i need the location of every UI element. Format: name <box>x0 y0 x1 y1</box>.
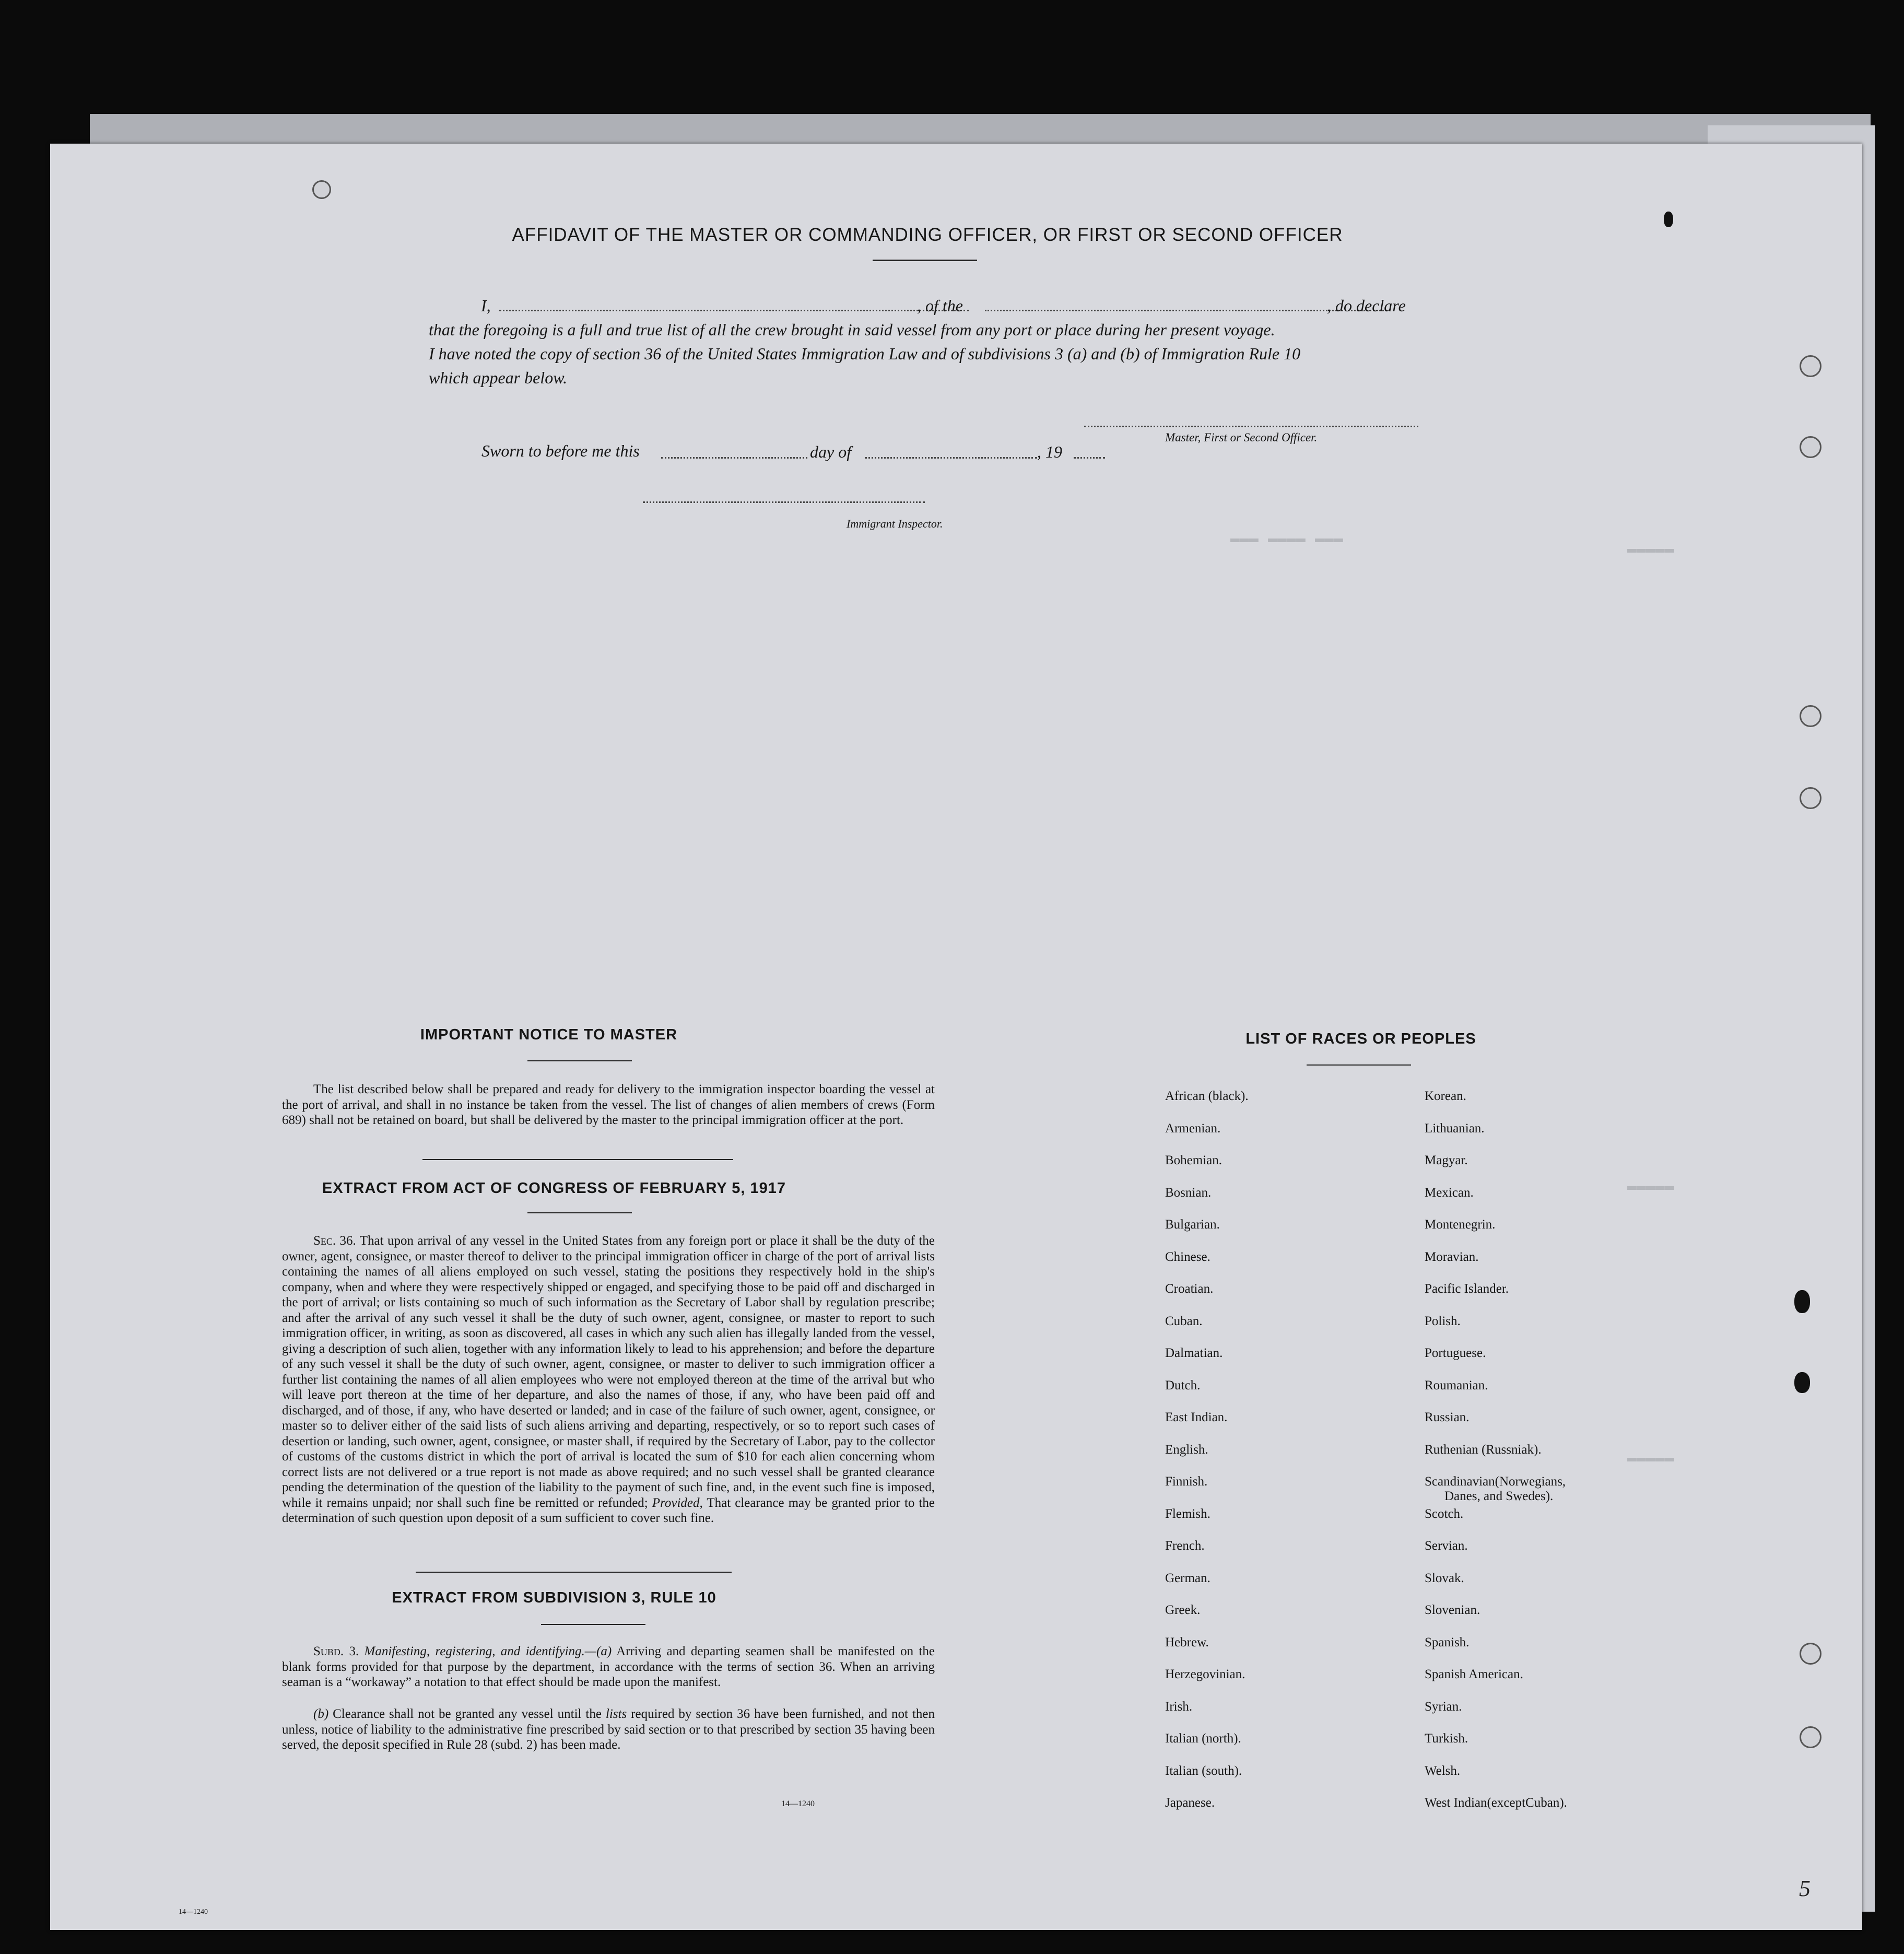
signature-blank-line[interactable] <box>1084 426 1418 427</box>
race-item: Polish. <box>1425 1314 1461 1328</box>
bleed-through-mark: ▬▬▬▬▬ <box>1627 541 1675 558</box>
race-item: Irish. <box>1165 1699 1193 1714</box>
race-item: Portuguese. <box>1425 1346 1486 1360</box>
rule-divider <box>541 1624 645 1625</box>
ink-blot <box>1794 1290 1810 1313</box>
affidavit-i-label: I, <box>481 296 491 315</box>
act-text: That upon arrival of any vessel in the United States from any foreign port or place it shall be the duty of the owner, agent, consignee, or master thereof to deliver to the principal immigration officer in charge of the port of arrival lists containing the names of all aliens employed on such vessel, stating the positions they respectively hold in the ship's company, when and where they were respectively shipped or engaged, and specifying those to be paid off and discharged in the port of arrival; or lists containing so much of such information as the Secretary of Labor shall by regulation prescribe; and after the arrival of any such vessel it shall be the duty of such owner, agent, consignee, or master to report to such immigration officer, in writing, as soon as discovered, all cases in which any such alien has illegally landed from the vessel, giving a description of such alien, together with any information likely to lead to his apprehension; and before the departure of any such vessel it shall be the duty of such owner, agent, consignee, or master to deliver to such immigration officer a further list containing the names of all alien employees who were not employed thereon at the time of the arrival but who will leave port thereon at the time of her departure, and also the names of those, if any, who have been paid off and discharged, and of those, if any, who have deserted or landed; and in case of the failure of such owner, agent, consignee, or master so to deliver either of the said lists of such aliens arriving and departing, respectively, or so to report such cases of desertion or landing, such owner, agent, consignee, or master shall, if required by the Secretary of Labor, pay to the collector of customs of the customs district in which the port of arrival is located the sum of $10 for each alien concerning whom correct lists are not delivered or a true report is not made as above required; and no such vessel shall be granted clearance pending the determination of the question of the liability to the payment of such fine, and, in the event such fine is imposed, while it remains unpaid; nor shall such fine be remitted or refunded; <box>282 1234 935 1510</box>
race-item: Spanish American. <box>1425 1667 1523 1681</box>
race-item: Russian. <box>1425 1410 1470 1424</box>
affidavit-of-the-label: , of the <box>917 296 963 315</box>
race-item: Cuban. <box>1165 1314 1203 1328</box>
signature-caption: Master, First or Second Officer. <box>1165 431 1318 444</box>
rule-a-paragraph <box>282 1644 935 1690</box>
race-item: Japanese. <box>1165 1796 1215 1810</box>
affidavit-statement-line: I have noted the copy of section 36 of the United States Immigration Law and of subdivisions 3 (a) and (b) of Immigration Rule 10 <box>429 344 1301 363</box>
binder-hole <box>1800 355 1821 377</box>
race-item: Dalmatian. <box>1165 1346 1223 1360</box>
section-divider <box>416 1572 732 1573</box>
a-label: —(a) <box>584 1644 612 1658</box>
race-item: Finnish. <box>1165 1475 1208 1489</box>
section-divider <box>422 1159 733 1160</box>
race-item: Scotch. <box>1425 1506 1464 1521</box>
a-text: Arriving and departing seamen shall be manifested on the blank forms provided for that purpose by the department, in accordance with the terms of section 36. When an arriving seaman is a “workaway” a notation to that effect should be made upon the manifest. <box>282 1644 935 1689</box>
race-item: Syrian. <box>1425 1699 1462 1714</box>
affidavit-title: AFFIDAVIT OF THE MASTER OR COMMANDING OFFICER, OR FIRST OR SECOND OFFICER <box>512 225 1343 245</box>
race-item: Italian (north). <box>1165 1731 1241 1746</box>
ink-blot <box>1794 1372 1810 1393</box>
race-item: Lithuanian. <box>1425 1121 1485 1136</box>
race-item: Servian. <box>1425 1539 1468 1553</box>
bleed-through-mark: ▬▬▬▬▬ <box>1627 1449 1675 1467</box>
race-item: Italian (south). <box>1165 1763 1242 1778</box>
race-item: German. <box>1165 1571 1210 1585</box>
race-item: Chinese. <box>1165 1249 1210 1264</box>
year-prefix-label: , 19 <box>1037 442 1062 461</box>
binder-hole <box>1800 705 1821 727</box>
binder-hole <box>1800 1643 1821 1665</box>
b-text-2: required by section 36 have been furnished, and not then unless, notice of liability to the administrative fine prescribed by said section or to that prescribed by section 35 having been served, the deposit specified in Rule 28 (subd. 2) has been made. <box>282 1707 935 1752</box>
race-item: Herzegovinian. <box>1165 1667 1245 1681</box>
ink-blot <box>1664 212 1673 227</box>
race-item: Armenian. <box>1165 1121 1221 1136</box>
race-item: Magyar. <box>1425 1153 1468 1167</box>
b-text-1: Clearance shall not be granted any vessel until the <box>333 1707 602 1721</box>
bleed-through-mark: ▬▬▬ ▬▬▬▬ ▬▬▬ <box>1230 530 1344 548</box>
race-item: Mexican. <box>1425 1185 1474 1200</box>
day-of-label: day of <box>810 442 852 461</box>
notice-text: The list described below shall be prepared and ready for delivery to the immigration inspector boarding the vessel at the port of arrival, and shall in no instance be taken from the vessel. The list of changes of alien members of crews (Form 689) shall not be retained on board, but shall be delivered by the master to the principal immigration officer at the port. <box>282 1082 935 1127</box>
races-heading: LIST OF RACES OR PEOPLES <box>1245 1031 1476 1047</box>
binder-hole <box>1800 436 1821 458</box>
race-item: French. <box>1165 1539 1205 1553</box>
race-item: Greek. <box>1165 1603 1201 1617</box>
race-item: Slovak. <box>1425 1571 1464 1585</box>
race-item: Danes, and Swedes). <box>1444 1489 1554 1503</box>
race-item: English. <box>1165 1442 1208 1457</box>
race-item: Bosnian. <box>1165 1185 1212 1200</box>
inspector-caption: Immigrant Inspector. <box>847 517 943 530</box>
document-page <box>50 144 1862 1930</box>
race-item: Welsh. <box>1425 1763 1461 1778</box>
act-extract-heading: EXTRACT FROM ACT OF CONGRESS OF FEBRUARY 5, 1917 <box>322 1180 786 1197</box>
race-item: Flemish. <box>1165 1506 1210 1521</box>
affidavit-declare-label: , do declare <box>1327 296 1406 315</box>
binder-hole <box>1800 1726 1821 1748</box>
title-divider <box>873 260 977 261</box>
act-tail: That clearance may be granted prior to the determination of such question upon deposit of a sum sufficient to cover such fine. <box>282 1495 935 1525</box>
race-item: Moravian. <box>1425 1249 1479 1264</box>
race-item: Turkish. <box>1425 1731 1468 1746</box>
race-item: Bulgarian. <box>1165 1218 1220 1232</box>
act-divider <box>527 1212 632 1213</box>
race-item: West Indian(exceptCuban). <box>1425 1796 1567 1810</box>
sworn-day-blank[interactable] <box>661 457 807 459</box>
notice-divider <box>527 1060 632 1061</box>
affidavit-statement-line: that the foregoing is a full and true list of all the crew brought in said vessel from any port or place during her present voyage. <box>429 320 1275 339</box>
race-item: Korean. <box>1425 1089 1466 1103</box>
race-item: Ruthenian (Russniak). <box>1425 1442 1542 1457</box>
race-item: Spanish. <box>1425 1635 1470 1649</box>
provided-label: Provided, <box>652 1495 703 1510</box>
race-item: East Indian. <box>1165 1410 1228 1424</box>
affidavit-statement-line: which appear below. <box>429 368 568 387</box>
sec-label: Sec. 36. <box>313 1234 356 1248</box>
subd-label: Subd. 3. <box>313 1644 359 1658</box>
race-item: Croatian. <box>1165 1282 1214 1296</box>
margin-form-number: 14—1240 <box>179 1908 208 1916</box>
race-item: Bohemian. <box>1165 1153 1223 1167</box>
race-item: Scandinavian(Norwegians, <box>1425 1475 1566 1489</box>
name-blank-line[interactable] <box>499 310 969 311</box>
race-item: Roumanian. <box>1425 1378 1488 1393</box>
race-item: Slovenian. <box>1425 1603 1480 1617</box>
race-item: Montenegrin. <box>1425 1218 1496 1232</box>
notice-heading: IMPORTANT NOTICE TO MASTER <box>420 1026 678 1043</box>
sworn-month-blank[interactable] <box>865 457 1037 459</box>
subd-title: Manifesting, registering, and identifying. <box>364 1644 585 1658</box>
race-item: Hebrew. <box>1165 1635 1209 1649</box>
sworn-label: Sworn to before me this <box>481 441 640 460</box>
corner-handwritten-mark: 5 <box>1799 1876 1811 1901</box>
rule-b-paragraph <box>282 1706 935 1753</box>
inspector-blank-line[interactable] <box>643 501 925 503</box>
race-item: African (black). <box>1165 1089 1249 1103</box>
rule-extract-heading: EXTRACT FROM SUBDIVISION 3, RULE 10 <box>392 1589 716 1606</box>
race-item: Pacific Islander. <box>1425 1282 1509 1296</box>
bleed-through-mark: ▬▬▬▬▬ <box>1627 1178 1675 1196</box>
punch-hole-mark <box>312 180 331 199</box>
binder-hole <box>1800 787 1821 809</box>
b-lists: lists <box>605 1707 627 1721</box>
race-item: Dutch. <box>1165 1378 1201 1393</box>
b-label: (b) <box>313 1707 329 1721</box>
form-number: 14—1240 <box>781 1799 815 1808</box>
act-extract-body <box>282 1233 935 1526</box>
races-divider <box>1307 1064 1411 1066</box>
year-blank[interactable] <box>1074 457 1105 459</box>
